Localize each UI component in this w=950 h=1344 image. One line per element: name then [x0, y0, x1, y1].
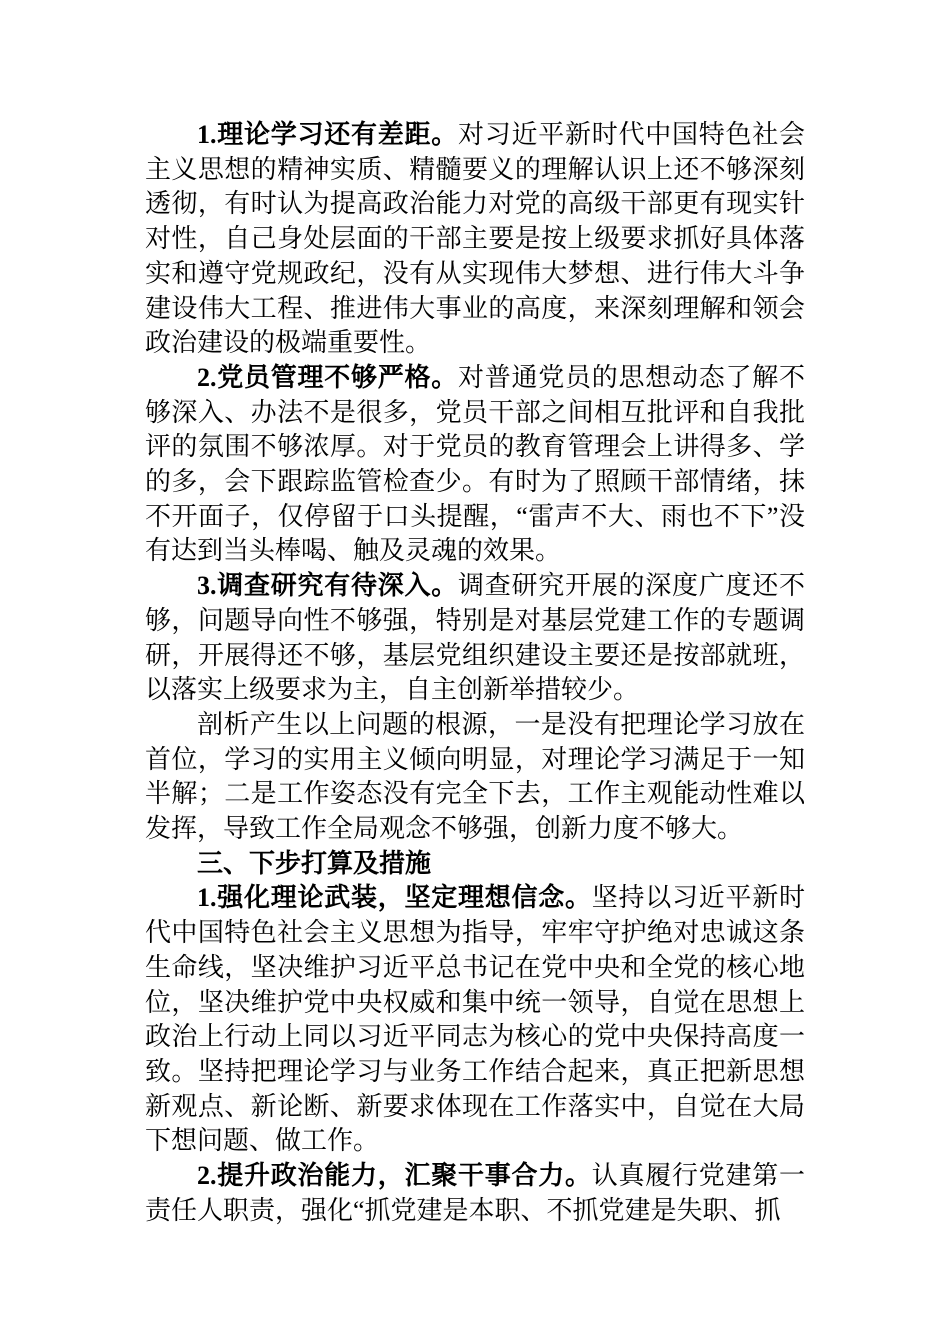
analysis-text: 剖析产生以上问题的根源，一是没有把理论学习放在首位，学习的实用主义倾向明显，对理论学习满足于一知半解；二是工作姿态没有完全下去，工作主观能动性难以发挥，导致工作全局观念不够强，创新力度不够大。 [145, 709, 805, 844]
problem-1-body: 对习近平新时代中国特色社会主义思想的精神实质、精髓要义的理解认识上还不够深刻透彻，有时认为提高政治能力对党的高级干部更有现实针对性，自己身处层面的干部主要是按上级要求抓好具体落实和遵守党规政纪，没有从实现伟大梦想、进行伟大斗争建设伟大工程、推进伟大事业的高度，来深刻理解和领会政治建设的极端重要性。 [145, 120, 805, 358]
problem-2-lead: 2.党员管理不够严格。 [197, 362, 458, 392]
problem-paragraph-3 [145, 569, 805, 708]
measure-2-body: 认真履行党建第一责任人职责，强化“抓党建是本职、不抓党建是失职、抓 [145, 1161, 805, 1225]
measure-paragraph-2 [145, 1159, 805, 1228]
problem-paragraph-1 [145, 118, 805, 361]
problem-3-lead: 3.调查研究有待深入。 [197, 571, 458, 601]
section-heading-text: 三、下步打算及措施 [197, 848, 432, 878]
measure-1-body: 坚持以习近平新时代中国特色社会主义思想为指导，牢牢守护绝对忠诚这条生命线，坚决维护习近平总书记在党中央和全党的核心地位，坚决维护党中央权威和集中统一领导，自觉在思想上政治上行动上同以习近平同志为核心的党中央保持高度一致。坚持把理论学习与业务工作结合起来，真正把新思想新观点、新论断、新要求体现在工作落实中，自觉在大局下想问题、做工作。 [145, 883, 805, 1156]
problem-paragraph-2 [145, 361, 805, 569]
section-heading [145, 847, 805, 882]
problem-1-lead: 1.理论学习还有差距。 [197, 120, 458, 149]
measure-paragraph-1 [145, 881, 805, 1159]
measure-2-lead: 2.提升政治能力，汇聚干事合力。 [197, 1161, 592, 1191]
measure-1-lead: 1.强化理论武装，坚定理想信念。 [197, 883, 592, 913]
problem-2-body: 对普通党员的思想动态了解不够深入、办法不是很多，党员干部之间相互批评和自我批评的氛围不够浓厚。对于党员的教育管理会上讲得多、学的多，会下跟踪监管检查少。有时为了照顾干部情绪，抹不开面子，仅停留于口头提醒，“雷声不大、雨也不下”没有达到当头棒喝、触及灵魂的效果。 [145, 362, 805, 566]
analysis-paragraph [145, 708, 805, 847]
problem-3-body: 调查研究开展的深度广度还不够，问题导向性不够强，特别是对基层党建工作的专题调研，开展得还不够，基层党组织建设主要还是按部就班，以落实上级要求为主，自主创新举措较少。 [145, 571, 805, 705]
